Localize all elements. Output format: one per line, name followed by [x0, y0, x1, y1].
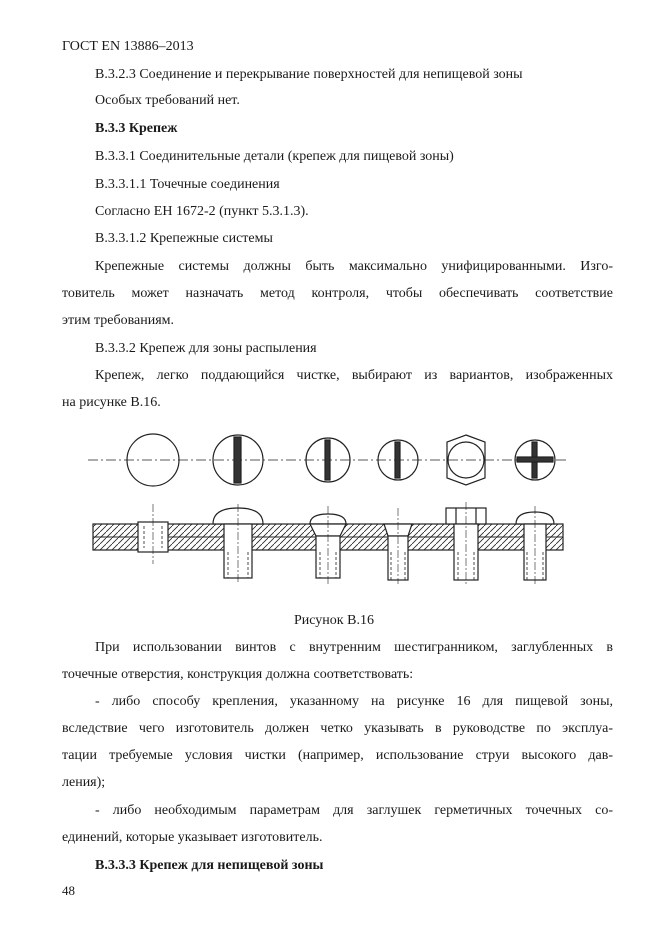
figure-caption: Рисунок В.16: [294, 613, 374, 628]
section-heading-b33: В.3.3 Крепеж: [95, 121, 178, 136]
section-heading-b3312: В.3.3.1.2 Крепежные системы: [95, 231, 273, 246]
list-item-line: единений, которые указывает изготовитель.: [62, 830, 323, 845]
body-text-line: точечные отверстия, конструкция должна соответствовать:: [62, 667, 414, 682]
section-heading-b331: В.3.3.1 Соединительные детали (крепеж для пищевой зоны): [95, 149, 454, 164]
body-text-line: Крепежные системы должны быть максимально унифицированными. Изго-: [95, 259, 613, 274]
section-heading-b333: В.3.3.3 Крепеж для непищевой зоны: [95, 858, 324, 873]
body-text: Особых требований нет.: [95, 93, 240, 108]
fastener-side-view-flush: [384, 508, 412, 584]
section-heading-b332: В.3.3.2 Крепеж для зоны распыления: [95, 341, 317, 356]
body-text: Согласно ЕН 1672-2 (пункт 5.3.1.3).: [95, 204, 309, 219]
fastener-figure: [88, 424, 568, 614]
page-number: 48: [62, 883, 75, 898]
body-text-line: При использовании винтов с внутренним шестигранником, заглубленных в: [95, 640, 613, 655]
body-text-line: товитель может назначать метод контроля, чтобы обеспечивать соответствие: [62, 286, 613, 301]
list-item-line: - либо способу крепления, указанному на рисунке 16 для пищевой зоны,: [95, 694, 613, 709]
list-item-line: тации требуемые условия чистки (например, использование струи высокого дав-: [62, 748, 613, 763]
body-text-line: этим требованиям.: [62, 313, 175, 328]
list-item-line: вследствие чего изготовитель должен четко указывать в руководстве по эксплуа-: [62, 721, 613, 736]
fastener-side-view-plug: [138, 504, 168, 564]
list-item-line: - либо необходимым параметрам для заглушек герметичных точечных со-: [95, 803, 613, 818]
document-header: ГОСТ EN 13886–2013: [62, 39, 194, 54]
body-text-line: на рисунке В.16.: [62, 395, 161, 410]
section-heading-b3311: В.3.3.1.1 Точечные соединения: [95, 177, 280, 192]
list-item-line: ления);: [62, 775, 106, 790]
fastener-top-view-cross: [515, 440, 555, 480]
body-text-line: Крепеж, легко поддающийся чистке, выбирают из вариантов, изображенных: [95, 368, 613, 383]
section-heading-b323: В.3.2.3 Соединение и перекрывание поверхностей для непищевой зоны: [95, 67, 523, 82]
fastener-top-view-plain: [127, 434, 179, 486]
